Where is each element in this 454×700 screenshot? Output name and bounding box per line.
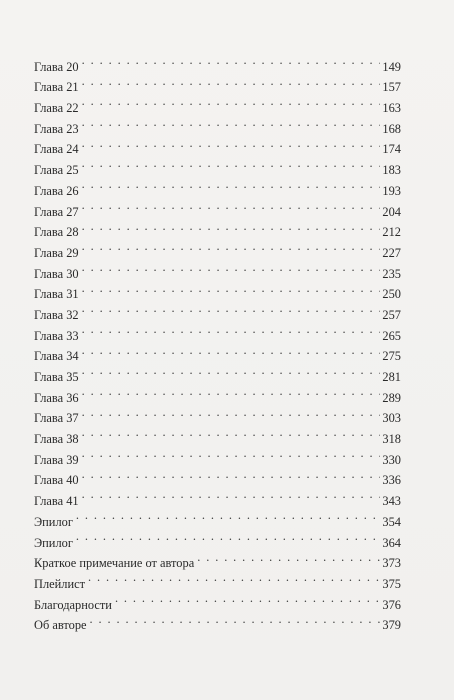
- toc-dot-leader: [82, 133, 381, 154]
- toc-entry: [34, 71, 401, 95]
- toc-dot-leader: [82, 71, 381, 92]
- toc-entry: [34, 588, 401, 612]
- toc-dot-leader: [82, 340, 381, 361]
- toc-entry: [34, 257, 401, 281]
- toc-entry: [34, 484, 401, 509]
- toc-dot-leader: [82, 443, 381, 464]
- toc-entry-title: Глава 24: [34, 142, 79, 157]
- toc-entry: [34, 609, 401, 633]
- toc-dot-leader: [82, 319, 381, 340]
- toc-entry: [34, 340, 401, 364]
- toc-entry-page-number: 330: [382, 452, 401, 467]
- toc-entry: [34, 360, 401, 384]
- toc-entry-page-number: 163: [382, 101, 401, 116]
- toc-entry-page-number: 257: [382, 307, 401, 322]
- toc-entry-title: Эпилог: [34, 535, 73, 550]
- toc-entry: [34, 567, 401, 591]
- toc-dot-leader: [76, 526, 381, 547]
- toc-entry-title: Глава 29: [34, 245, 79, 260]
- toc-dot-leader: [82, 236, 381, 257]
- toc-entry: [34, 153, 401, 178]
- toc-dot-leader: [82, 153, 381, 174]
- toc-entry-page-number: 183: [382, 163, 401, 178]
- toc-entry-page-number: 318: [382, 432, 401, 447]
- toc-dot-leader: [82, 381, 381, 402]
- toc-dot-leader: [82, 422, 381, 443]
- toc-entry: [34, 505, 401, 529]
- toc-entry: [34, 112, 401, 136]
- toc-entry-title: Глава 36: [34, 390, 79, 405]
- toc-entry-title: Глава 37: [34, 411, 79, 426]
- toc-dot-leader: [82, 174, 381, 195]
- toc-dot-leader: [90, 609, 381, 630]
- toc-entry: [34, 443, 401, 467]
- toc-entry-page-number: 379: [382, 618, 401, 633]
- toc-entry-page-number: 376: [382, 597, 401, 612]
- toc-entry: [34, 422, 401, 447]
- toc-entry-page-number: 149: [382, 59, 401, 74]
- toc-entry-title: Глава 30: [34, 266, 79, 281]
- toc-entry-title: Глава 32: [34, 307, 79, 322]
- toc-entry-title: Глава 26: [34, 183, 79, 198]
- toc-entry: [34, 236, 401, 260]
- table-of-contents: [34, 50, 401, 633]
- toc-dot-leader: [82, 257, 381, 278]
- toc-entry: [34, 464, 401, 488]
- toc-entry-page-number: 227: [382, 245, 401, 260]
- toc-entry-title: Глава 40: [34, 473, 79, 488]
- toc-dot-leader: [82, 298, 381, 319]
- toc-entry-page-number: 250: [382, 287, 401, 302]
- toc-entry: [34, 319, 401, 343]
- toc-dot-leader: [82, 360, 381, 381]
- toc-entry: [34, 298, 401, 322]
- toc-entry-title: Глава 33: [34, 328, 79, 343]
- toc-dot-leader: [82, 464, 381, 485]
- toc-dot-leader: [197, 547, 380, 568]
- toc-entry-title: Глава 23: [34, 121, 79, 136]
- toc-dot-leader: [82, 278, 381, 299]
- toc-entry-page-number: 364: [382, 535, 401, 550]
- toc-entry-title: Краткое примечание от автора: [34, 556, 195, 571]
- toc-entry-page-number: 204: [382, 204, 401, 219]
- toc-entry-page-number: 354: [382, 514, 401, 529]
- toc-entry-page-number: 235: [382, 266, 401, 281]
- toc-entry-page-number: 375: [382, 576, 401, 591]
- toc-entry-title: Глава 39: [34, 452, 79, 467]
- toc-entry-title: Глава 25: [34, 163, 79, 178]
- toc-entry-title: Глава 20: [34, 59, 79, 74]
- toc-entry: [34, 278, 401, 302]
- toc-entry-title: Глава 31: [34, 287, 79, 302]
- toc-entry: [34, 195, 401, 219]
- toc-dot-leader: [82, 402, 381, 423]
- toc-entry: [34, 50, 401, 74]
- toc-entry-title: Глава 34: [34, 349, 79, 364]
- toc-dot-leader: [82, 195, 381, 216]
- toc-entry-page-number: 289: [382, 390, 401, 405]
- toc-dot-leader: [88, 567, 380, 588]
- toc-entry: [34, 526, 401, 550]
- toc-entry: [34, 402, 401, 426]
- toc-entry-page-number: 168: [382, 121, 401, 136]
- toc-dot-leader: [115, 588, 380, 609]
- toc-entry-page-number: 174: [382, 142, 401, 157]
- toc-dot-leader: [82, 91, 381, 112]
- toc-entry-title: Глава 27: [34, 204, 79, 219]
- toc-entry-page-number: 157: [382, 80, 401, 95]
- toc-entry-title: Благодарности: [34, 597, 112, 612]
- toc-entry-title: Плейлист: [34, 576, 85, 591]
- toc-dot-leader: [82, 112, 381, 133]
- toc-entry: [34, 133, 401, 157]
- toc-dot-leader: [76, 505, 381, 526]
- toc-entry-page-number: 303: [382, 411, 401, 426]
- toc-entry: [34, 381, 401, 405]
- toc-dot-leader: [82, 50, 381, 71]
- toc-dot-leader: [82, 484, 381, 505]
- toc-dot-leader: [82, 216, 381, 237]
- toc-entry-page-number: 193: [382, 183, 401, 198]
- toc-entry: [34, 547, 401, 571]
- toc-entry-title: Глава 38: [34, 432, 79, 447]
- toc-entry: [34, 91, 401, 116]
- toc-entry-page-number: 336: [382, 473, 401, 488]
- toc-entry-title: Глава 22: [34, 101, 79, 116]
- toc-entry: [34, 174, 401, 198]
- toc-entry-page-number: 275: [382, 349, 401, 364]
- toc-entry-title: Глава 28: [34, 225, 79, 240]
- toc-entry-title: Эпилог: [34, 514, 73, 529]
- toc-entry-title: Глава 35: [34, 370, 79, 384]
- toc-entry-page-number: 281: [382, 370, 401, 384]
- toc-entry-page-number: 212: [382, 225, 401, 240]
- toc-entry-page-number: 265: [382, 328, 401, 343]
- toc-entry-title: Глава 41: [34, 494, 79, 509]
- toc-entry-title: Об авторе: [34, 618, 87, 633]
- toc-entry-page-number: 373: [382, 556, 401, 571]
- toc-entry-title: Глава 21: [34, 80, 79, 95]
- toc-entry: [34, 216, 401, 240]
- toc-entry-page-number: 343: [382, 494, 401, 509]
